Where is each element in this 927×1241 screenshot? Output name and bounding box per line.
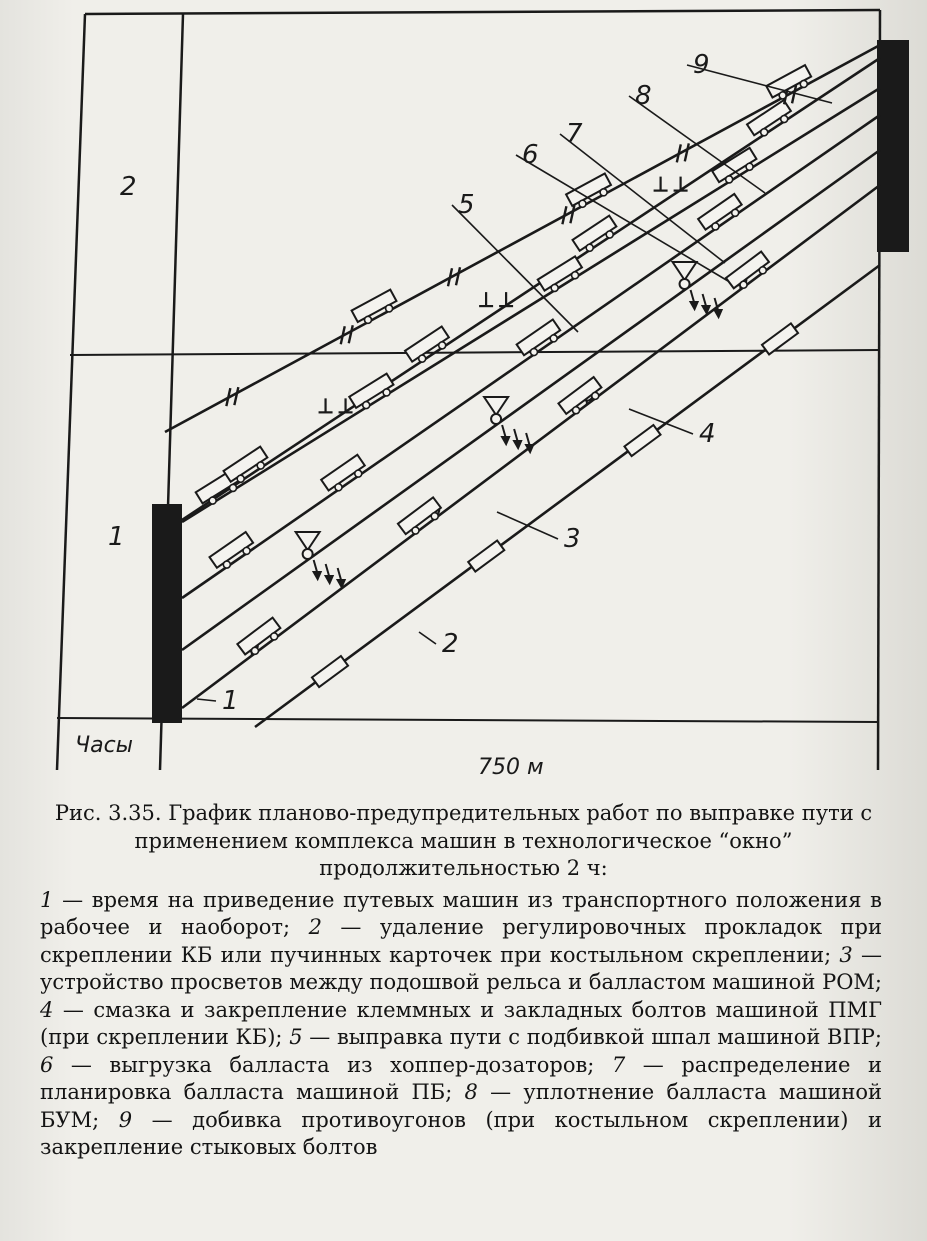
line8-wagon-2 bbox=[405, 327, 452, 368]
line5-wagon-3 bbox=[517, 320, 564, 361]
legend-text-1: — время на приведение путевых машин из транспортного положения в рабочее и наоборот; bbox=[40, 887, 882, 939]
legend-text-8: — уплотнение балласта машиной БУМ; bbox=[40, 1080, 882, 1132]
line-label-4: 4 bbox=[699, 419, 716, 449]
schedule-line-4 bbox=[182, 115, 880, 598]
line8-wagon-3 bbox=[573, 216, 620, 257]
caption-legend bbox=[0, 883, 927, 1162]
line2-marker-3 bbox=[624, 425, 660, 456]
legend-number-9: 9 bbox=[118, 1107, 133, 1132]
line9-wagon-3 bbox=[766, 65, 814, 103]
hours-axis-label: Часы bbox=[75, 733, 134, 758]
line-label-9: 9 bbox=[693, 50, 710, 80]
line3-wagon-3 bbox=[558, 377, 605, 419]
machine-symbols bbox=[196, 65, 815, 687]
line5-wagon-1 bbox=[210, 532, 257, 573]
line-label-1: 1 bbox=[222, 686, 239, 716]
line5-wagon-4 bbox=[698, 194, 745, 235]
line3-wagon-4 bbox=[726, 252, 773, 294]
frame-top-line bbox=[85, 10, 880, 14]
legend-text-6: — выгрузка балласта из хоппер-дозаторов; bbox=[53, 1052, 612, 1077]
leader-1 bbox=[197, 699, 216, 701]
zone-label-2: 2 bbox=[120, 172, 137, 202]
legend-text-2: — удаление регулировочных прокладок при скреплении КБ или пучинных карточек при костыльном скреплении; bbox=[40, 915, 882, 967]
line3-wagon-1 bbox=[237, 618, 284, 660]
legend-number-7: 7 bbox=[611, 1052, 626, 1077]
machine-prep-bar-start bbox=[152, 504, 182, 723]
line5-wagon-2 bbox=[321, 455, 368, 496]
machine-prep-bar-end bbox=[877, 40, 909, 252]
legend-text-7: — распределение и планировка балласта машиной ПБ; bbox=[40, 1052, 882, 1104]
legend-number-6: 6 bbox=[40, 1052, 54, 1077]
legend-number-5: 5 bbox=[289, 1025, 303, 1049]
line9-wagon-1 bbox=[352, 290, 400, 328]
leader-3 bbox=[497, 512, 558, 539]
legend-number-8: 8 bbox=[464, 1080, 478, 1104]
figure-caption bbox=[0, 800, 927, 1162]
legend-number-3: 3 bbox=[839, 942, 853, 967]
legend-number-4: 4 bbox=[40, 997, 54, 1022]
line2-marker-1 bbox=[312, 656, 348, 687]
schedule-line-7 bbox=[165, 45, 880, 432]
legend-text-5: — выправка пути с подбивкой шпал машиной ВПР; bbox=[302, 1025, 883, 1049]
line-number-labels bbox=[222, 50, 716, 716]
line-label-8: 8 bbox=[635, 81, 652, 111]
frame-left-line bbox=[57, 14, 85, 770]
line6-wagon-2 bbox=[349, 374, 397, 414]
leader-6 bbox=[516, 155, 728, 281]
length-axis-label: 750 м bbox=[478, 755, 544, 780]
legend-text-9: — добивка противоугонов (при костыльном скреплении) и закрепление стыковых болтов bbox=[40, 1107, 882, 1159]
legend-number-1: 1 bbox=[40, 887, 54, 912]
legend-text-3: — устройство просветов между подошвой рельса и балластом машиной РОМ; bbox=[40, 942, 882, 994]
line-label-2: 2 bbox=[442, 629, 459, 659]
line9-wagon-2 bbox=[566, 173, 614, 211]
schedule-line-3 bbox=[182, 150, 880, 650]
line2-marker-2 bbox=[468, 541, 504, 572]
line8-wagon-4 bbox=[747, 100, 794, 141]
line-label-7: 7 bbox=[566, 119, 583, 149]
legend-text-4: — смазка и закрепление клеммных и закладных болтов машиной ПМГ (при скреплении КБ); bbox=[40, 997, 882, 1049]
line-label-3: 3 bbox=[564, 524, 581, 554]
line3-wagon-2 bbox=[398, 497, 445, 539]
line-label-6: 6 bbox=[522, 140, 539, 170]
legend-number-2: 2 bbox=[308, 915, 322, 939]
leader-2 bbox=[419, 632, 436, 644]
line6-wagon-3 bbox=[538, 256, 586, 296]
zone-label-1: 1 bbox=[108, 522, 125, 552]
leader-4 bbox=[629, 409, 693, 434]
caption-title: Рис. 3.35. График планово-предупредительных работ по выправке пути с применением комплекса машин в технологическое “окно” продолжительностью 2 ч: bbox=[54, 801, 873, 880]
line-label-5: 5 bbox=[458, 190, 475, 220]
